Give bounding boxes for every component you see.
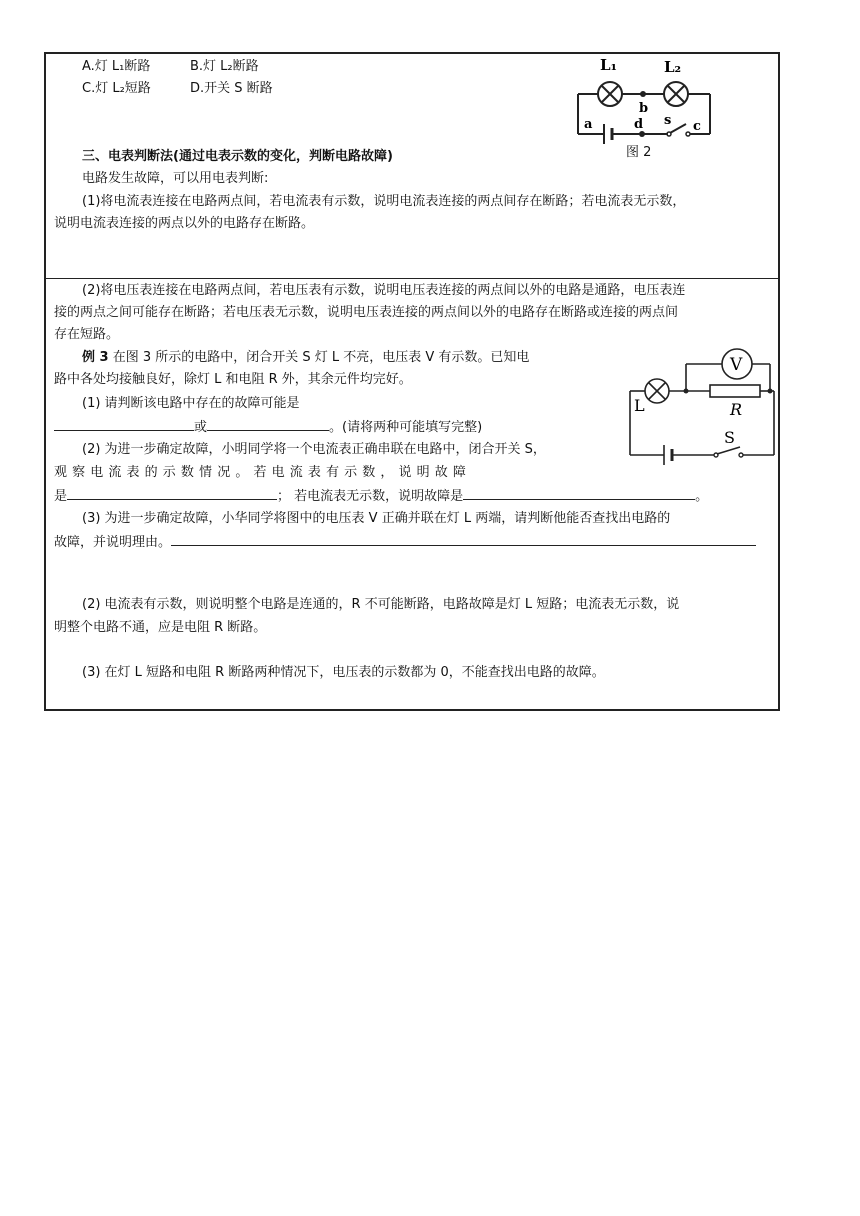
example-3-line-1	[82, 349, 529, 367]
answer-blank-2[interactable]	[207, 417, 329, 431]
question-2-line-1: (2) 为进一步确定故障，小明同学将一个电流表正确串联在电路中，闭合开关 S，	[82, 442, 546, 457]
fig2-label-c: c	[693, 119, 701, 134]
question-2-line-3	[54, 486, 708, 506]
intro-text: 电路发生故障，可以用电表判断:	[82, 171, 269, 186]
answer-2-line-1: (2) 电流表有示数，则说明整个电路是连通的，R 不可能断路，电路故障是灯 L 短路；电流表无示数，说	[82, 597, 680, 612]
figure-2-caption: 图 2	[626, 145, 652, 160]
option-d: D.开关 S 断路	[190, 81, 273, 96]
fig3-label-r: R	[730, 400, 743, 419]
question-2-line-2: 观 察 电 流 表 的 示 数 情 况 。 若 电 流 表 有 示 数 ， 说 明 故 障	[54, 465, 466, 480]
resistor-icon	[710, 385, 760, 397]
lamp-l-icon	[645, 379, 669, 403]
option-c: C.灯 L₂短路	[82, 81, 151, 96]
section-box-2	[44, 278, 780, 711]
question-1: (1) 请判断该电路中存在的故障可能是	[82, 396, 300, 411]
question-3-line-1: (3) 为进一步确定故障，小华同学将图中的电压表 V 正确并联在灯 L 两端，请判断他能否查找出电路的	[82, 511, 671, 526]
fig3-label-l: L	[634, 396, 645, 415]
battery-icon	[664, 445, 672, 465]
answer-blank-5[interactable]	[171, 532, 756, 546]
figure-3-circuit	[626, 345, 776, 465]
option-b: B.灯 L₂断路	[190, 59, 259, 74]
answer-3: (3) 在灯 L 短路和电阻 R 断路两种情况下，电压表的示数都为 0，不能查找出电路的故障。	[82, 665, 605, 680]
para-1-line-1: (1)将电流表连接在电路两点间，若电流表有示数，说明电流表连接的两点间存在断路；若电流表无示数，	[82, 194, 686, 209]
question-1-or: 或	[194, 420, 208, 435]
section-box-1	[44, 52, 780, 279]
answer-blank-4[interactable]	[463, 486, 695, 500]
para-1-line-2: 说明电流表连接的两点以外的电路存在断路。	[54, 216, 315, 231]
para-2-line-3: 存在短路。	[54, 327, 120, 342]
para-2-line-2: 接的两点之间可能存在断路；若电压表无示数，说明电压表连接的两点间以外的电路存在断路或连接的两点间	[54, 305, 679, 320]
voltmeter-icon	[722, 349, 752, 379]
answer-blank-3[interactable]	[67, 486, 277, 500]
fig2-label-b: b	[639, 101, 649, 116]
fig2-label-l2: L₂	[664, 58, 682, 76]
switch-s-icon	[714, 447, 743, 457]
question-3-text: 故障，并说明理由。	[54, 535, 172, 550]
lamp-l2-icon	[664, 82, 688, 106]
fig2-label-d: d	[634, 117, 644, 132]
question-3-line-2	[54, 532, 756, 552]
option-a: A.灯 L₁断路	[82, 59, 151, 74]
lamp-l1-icon	[598, 82, 622, 106]
answer-blank-1[interactable]	[54, 417, 194, 431]
fig3-label-v: V	[730, 355, 743, 375]
fig3-label-s: S	[724, 428, 735, 447]
example-3-text: 在图 3 所示的电路中，闭合开关 S 灯 L 不亮，电压表 V 有示数。已知电	[108, 350, 530, 365]
question-1-answer-line	[54, 417, 482, 437]
para-2-line-1: (2)将电压表连接在电路两点间，若电压表有示数，说明电压表连接的两点间以外的电路是通路，电压表连	[82, 283, 686, 298]
heading-meter-method: 三、电表判断法(通过电表示数的变化，判断电路故障)	[82, 149, 393, 164]
example-3-label: 例 3	[82, 350, 109, 365]
question-1-tail: 。(请将两种可能填写完整)	[329, 420, 483, 435]
question-2-middle: ； 若电流表无示数，说明故障是	[277, 489, 464, 504]
fig2-label-l1: L₁	[600, 56, 618, 74]
question-2-prefix: 是	[54, 489, 68, 504]
fig2-label-a: a	[584, 117, 593, 132]
fig2-label-s: s	[664, 113, 672, 128]
question-2-end: 。	[695, 489, 709, 504]
battery-icon	[604, 124, 612, 144]
answer-2-line-2: 明整个电路不通，应是电阻 R 断路。	[54, 620, 267, 635]
example-3-line-2: 路中各处均接触良好，除灯 L 和电阻 R 外，其余元件均完好。	[54, 372, 412, 387]
